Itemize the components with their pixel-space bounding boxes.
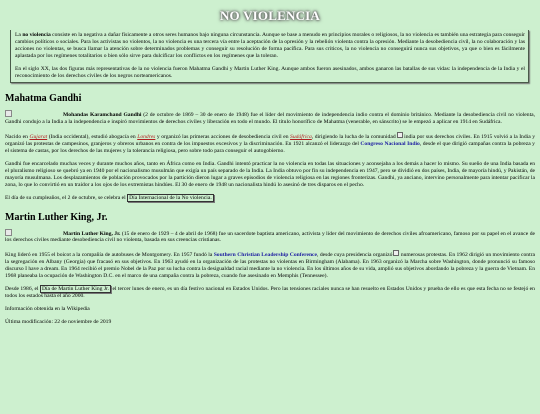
link-gujarat[interactable]: Gujarat xyxy=(29,134,48,141)
mlk-p3-text-rest: el tercer lunes de enero, es un día festivo nacional en Estados Unidos. Pero las tensiones raciales nunca se han resuelto en Estados Unidos y prueba de ello es que esta fecha no se festejó en todos los estados hasta el año 2000. xyxy=(5,285,535,299)
mlk-p3-text: Desde 1986, el xyxy=(5,285,40,292)
gandhi-name: Mohandas Karamchand Gandhi xyxy=(63,112,142,119)
intro-paragraph-1 xyxy=(15,32,525,60)
gandhi-paragraph-3: Gandhi fue encarcelado muchas veces y durante muchos años, tanto en África como en India. Gandhi intentó practicar la no violencia en todas las situaciones y aconsejaba a los demás a hacer lo mismo. Su sueño de una India basada en el pluralismo religioso se quebró ya en 1940 por el nacionalismo musulmán que exigía un país separado de la India. La India obtuvo por fin su independencia en 1947, pero se dividió en dos países, India, de mayoría hindú, y Pakistán, de mayoría musulmana. Los desplazamientos de población provocados por la partición dieron lugar a graves episodios de violencia religiosa en las regiones fronterizas. Gandhi, ya anciano, intervino personalmente para intentar pacificar la zona, lo que lo convirtió en un traidor a los ojos de los extremistas hindúes. El 30 de enero de 1948 un nacionalista hindú lo asesinó de tres disparos en el pecho. xyxy=(5,160,535,188)
intro-text-rest: consiste en la negativa a dañar físicamente a otros seres humanos bajo ninguna circunstancia. Aunque se base a menudo en principios morales o religiosos, la no violencia es también una estrategia para conseguir cambios políticos o sociales. Para los activistas no violentos, la no violencia es una tercera vía entre la aceptación de la opresión y la rebelión violenta contra la opresión. Mediante la desobediencia civil, la no colaboración y las acciones no violentas, se busca llamar la atención sobre determinados problemas y conseguir su resolución de forma pacífica. Para sus críticos, la no violencia no conseguirá nunca sus objetivos, ya que o bien es fácilmente aplastada por los regímenes totalitarios o bien sólo sirve para dulcificar los conflictos en los regímenes que la toleran. xyxy=(15,32,525,59)
mlk-paragraph-3 xyxy=(5,286,535,300)
gandhi-image-icon xyxy=(5,110,12,117)
link-dia-no-violencia[interactable]: Día Internacional de la No violencia. xyxy=(129,194,212,201)
footer-modified: Última modificación: 22 de noviembre de 2019 xyxy=(5,318,112,325)
page-title: NO VIOLENCIA xyxy=(219,8,321,23)
gandhi-text: (2 de octubre de 1869 – 30 de enero de 1948) fue el líder del movimiento de independencia indio contra el dominio británico. Mediante la desobediencia civil no violenta, Gandhi condujo a la India a la independencia e inspiró movimientos de derechos civiles y liberación en todo el mundo. El título honorífico de Mahatma (venerable, en sánscrito) se le empezó a aplicar en 1914 en Sudáfrica. xyxy=(5,112,535,126)
mlk-p2-text-c: numerosas protestas. En 1962 dirigió un movimiento contra la segregación en Albany (Georgia) que fracasó en sus objetivos. En 1963 ayudó en la organización de las protestas no violentas en Birmingham (Alabama). En 1963 organizó la Marcha sobre Washington, donde pronunció su famoso discurso I have a dream. En 1964 recibió el premio Nobel de la Paz por su lucha contra la desigualdad racial mediante la no violencia. En los últimos años de su vida, amplió sus objetivos abordando la pobreza y la guerra de Vietnam. En 1968 planeaba la ocupación de Washington D.C. en el marco de una campaña contra la pobreza, cuando fue asesinado en Memphis (Tennessee). xyxy=(5,252,535,280)
gandhi-heading: Mahatma Gandhi xyxy=(5,93,82,105)
mlk-heading: Martin Luther King, Jr. xyxy=(5,211,108,223)
gandhi-p2-text-d: , dirigiendo la lucha de la comunidad xyxy=(311,134,396,141)
mlk-name: Martin Luther King, Jr. xyxy=(63,230,121,237)
gandhi-p2-text-e: india por sus derechos civiles. En 1915 volvió a la India y organizó las protestas de campesinos, granjeros y obreros urbanos en contra de los impuestos excesivos y la discriminación. En 1921 alcanzó el liderazgo del xyxy=(5,134,536,148)
mlk-p2-text-b: , desde cuya presidencia organizó xyxy=(317,252,393,259)
gandhi-p2-text-f: , desde el que dirigió campañas contra la pobreza y el sistema de castas, por los derechos de las mujeres y la tolerancia religiosa, pero sobre todo para conseguir el autogobierno. xyxy=(5,141,535,155)
gandhi-paragraph-1 xyxy=(5,110,535,126)
link-congreso-nacional-indio[interactable]: Congreso Nacional Indio xyxy=(360,141,420,148)
intro-box xyxy=(10,30,529,83)
mlk-paragraph-2 xyxy=(5,250,535,280)
gandhi-paragraph-2 xyxy=(5,132,535,155)
footer-source: Información obtenida en la Wikipedia xyxy=(5,305,90,312)
link-sclc[interactable]: Southern Christian Leadership Conference xyxy=(213,252,318,259)
link-sudafrica[interactable]: Sudáfrica xyxy=(290,134,312,141)
mlk-image-icon xyxy=(5,229,12,236)
mlk-paragraph-1 xyxy=(5,229,535,245)
intro-text: La xyxy=(15,32,23,38)
link-londres[interactable]: Londres xyxy=(137,134,156,141)
gandhi-p2-text-c: y organizó las primeras acciones de desobediencia civil en xyxy=(155,134,291,141)
page xyxy=(0,9,540,326)
mlk-p2-text-a: King lideró en 1955 el boicot a la compañía de autobuses de Montgomery. En 1957 fundó la xyxy=(5,252,214,259)
link-dia-mlk[interactable]: Día de Martin Luther King Jr. xyxy=(41,285,109,292)
mlk-text: (15 de enero de 1929 – 4 de abril de 1968) fue un sacerdote baptista americano, activista y líder del movimiento de derechos civiles afroamericano, famoso por su papel en el avance de los derechos civiles mediante desobediencia civil no violenta, basada en sus creencias cristianas. xyxy=(5,230,535,244)
intro-paragraph-2: En el siglo XX, las dos figuras más representativas de la no violencia fueron Mahatma Gandhi y Martin Luther King. Aunque ambos fueron asesinados, ambos ganaron las batallas de sus vidas: la independencia de la India y el reconocimiento de los derechos civiles de los negros norteamericanos. xyxy=(15,65,525,79)
gandhi-p4-text: El día de su cumpleaños, el 2 de octubre, se celebra el xyxy=(5,194,128,201)
gandhi-p2-text-a: Nacido en xyxy=(5,134,30,141)
gandhi-paragraph-4 xyxy=(5,195,535,202)
gandhi-p2-text-b: (India occidental), estudió abogacía en xyxy=(47,134,138,141)
intro-bold-term: no violencia xyxy=(22,32,51,38)
